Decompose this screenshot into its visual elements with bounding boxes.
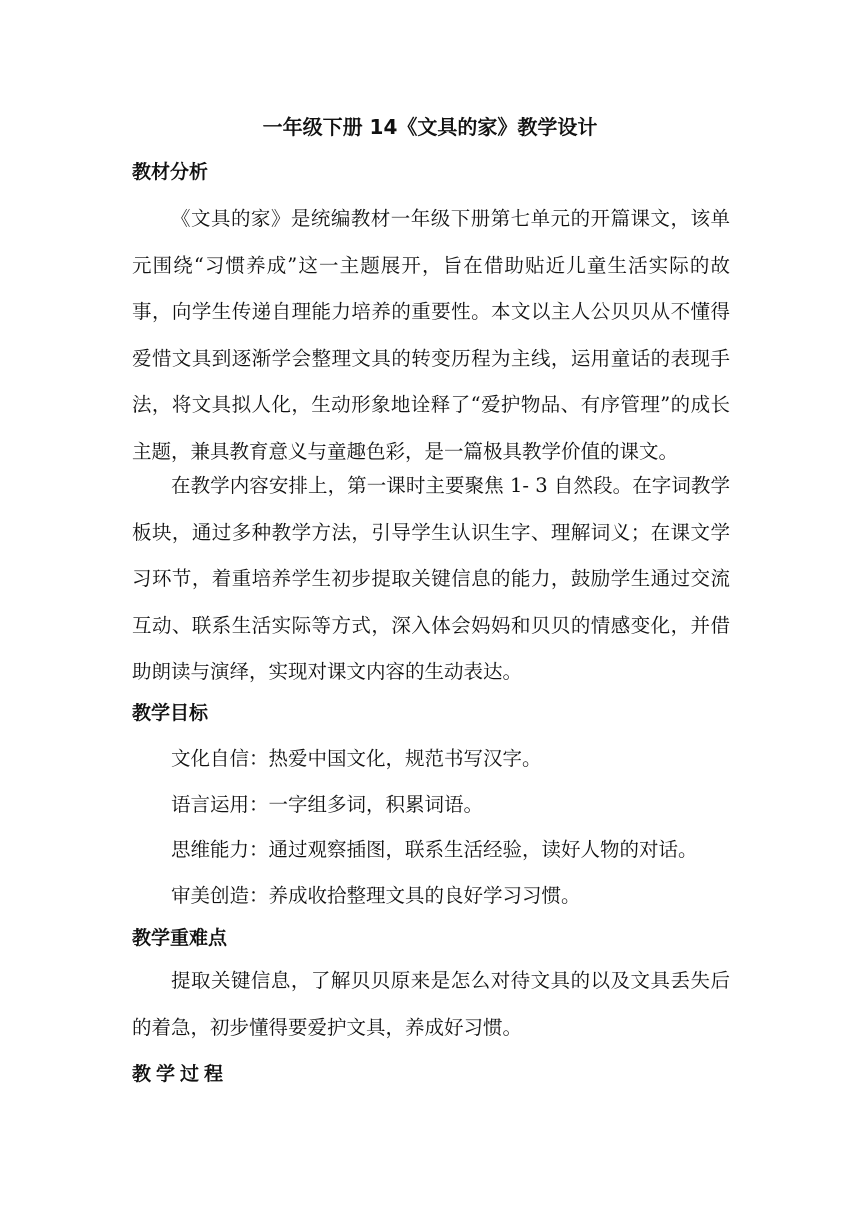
analysis-paragraph-1: 《文具的家》是统编教材一年级下册第七单元的开篇课文，该单元围绕“习惯养成”这一主题展开，旨在借助贴近儿童生活实际的故事，向学生传递自理能力培养的重要性。本文以主人公贝贝从不懂得爱惜文具到逐渐学会整理文具的转变历程为主线，运用童话的表现手法，将文具拟人化，生动形象地诠释了“爱护物品、有序管理”的成长主题，兼具教育意义与童趣色彩，是一篇极具教学价值的课文。 [132, 207, 730, 463]
goal-item-cultural-confidence: 文化自信：热爱中国文化，规范书写汉字。 [171, 747, 542, 770]
goal-item-language-use: 语言运用：一字组多词，积累词语。 [171, 793, 484, 816]
heading-teaching-process: 教学过程 [132, 1063, 229, 1085]
key-points-paragraph: 提取关键信息，了解贝贝原来是怎么对待文具的以及文具丢失后的着急，初步懂得要爱护文具，养成好习惯。 [132, 969, 730, 1039]
heading-textbook-analysis: 教材分析 [132, 161, 209, 183]
analysis-paragraph-2: 在教学内容安排上，第一课时主要聚焦 1- 3 自然段。在字词教学板块，通过多种教学方法，引导学生认识生字、理解词义；在课文学习环节，着重培养学生初步提取关键信息的能力，鼓励学生通过交流互动、联系生活实际等方式，深入体会妈妈和贝贝的情感变化，并借助朗读与演绎，实现对课文内容的生动表达。 [132, 474, 730, 683]
heading-key-difficult-points: 教学重难点 [132, 927, 228, 949]
document-title: 一年级下册 14《文具的家》教学设计 [262, 115, 598, 139]
goal-item-thinking-ability: 思维能力：通过观察插图，联系生活经验，读好人物的对话。 [171, 838, 698, 861]
heading-teaching-goals: 教学目标 [132, 702, 209, 724]
goal-item-aesthetic-creation: 审美创造：养成收拾整理文具的良好学习习惯。 [171, 884, 581, 907]
